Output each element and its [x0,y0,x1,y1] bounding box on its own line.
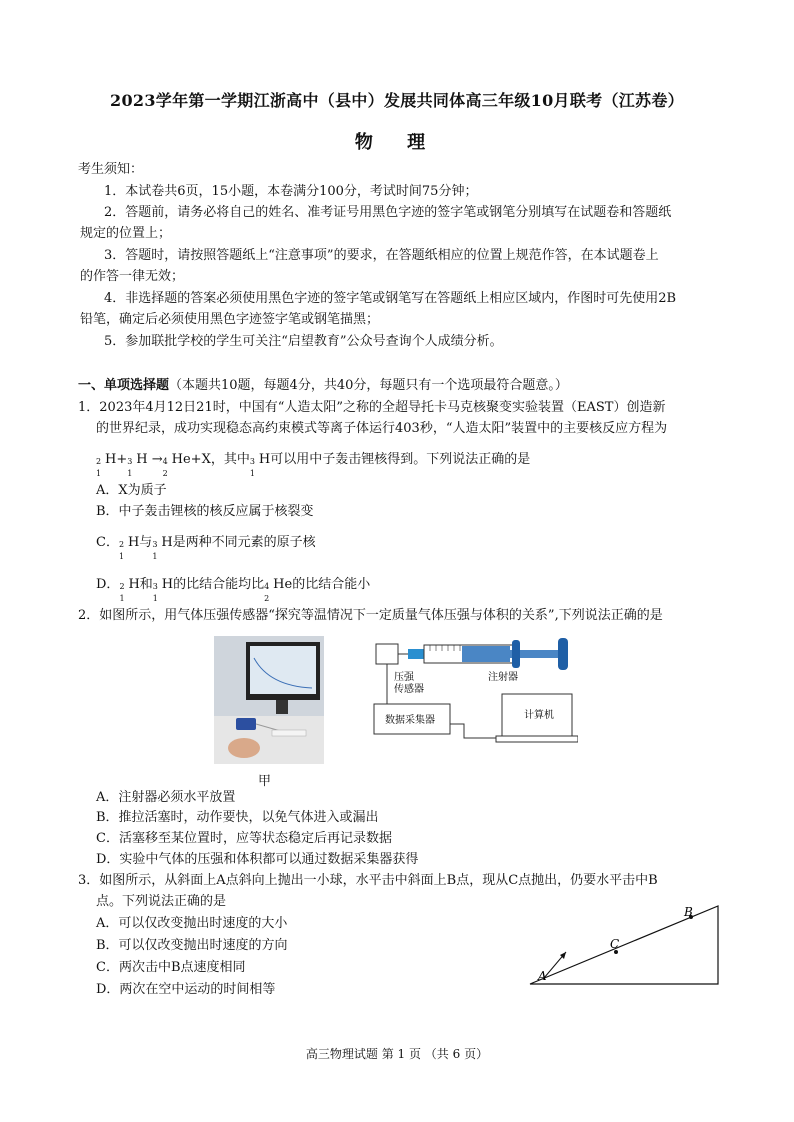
syringe-label: 注射器 [488,672,518,683]
exam-title: 2023学年第一学期江浙高中（县中）发展共同体高三年级10月联考（江苏卷） [110,91,684,110]
figure-caption-jia: 甲 [258,774,272,789]
computer-label: 计算机 [524,710,554,721]
experiment-photo [214,636,324,764]
q3-line1: 3．如图所示，从斜面上A点斜向上抛出一小球，水平击中斜面上B点，现从C点抛出，仍要水平击中B [78,873,658,888]
notice-heading: 考生须知： [78,162,144,177]
q3-option-a: A．可以仅改变抛出时速度的大小 [96,916,288,931]
section-heading [78,376,568,396]
notice-item-1: 1．本试卷共6页，15小题，本卷满分100分，考试时间75分钟； [104,184,478,199]
notice-item-4-cont: 铅笔，确定后必须使用黑色字迹签字笔或钢笔描黑； [80,312,380,327]
sensor-label-2: 传感器 [394,684,424,695]
notice-item-2: 2．答题前，请务必将自己的姓名、准考证号用黑色字迹的签字笔或钢笔分别填写在试题卷和答题纸 [104,205,672,220]
apparatus-diagram [372,636,578,764]
notice-item-3: 3．答题时，请按照答题纸上“注意事项”的要求，在答题纸相应的位置上规范作答，在本试题卷上 [104,248,659,263]
collector-label: 数据采集器 [385,715,435,726]
q2-stem: 2．如图所示，用气体压强传感器“探究等温情况下一定质量气体压强与体积的关系”,下列说法正确的是 [78,608,663,623]
subject-title: 物 理 [354,132,440,153]
q1-equation: 2 1 H+ 3 1 H → 4 2 He+X，其中 3 1 H可以用中子轰击锂核得到。下列说法正确的是 [96,452,531,478]
q1-option-a: A．X为质子 [96,483,167,498]
incline-diagram [526,904,722,990]
q3-option-b: B．可以仅改变抛出时速度的方向 [96,938,288,953]
point-a-label: A [538,969,547,983]
q1-line2: 的世界纪录，成功实现稳态高约束模式等离子体运行403秒，“人造太阳”装置中的主要核反应方程为 [96,421,668,436]
notice-item-2-cont: 规定的位置上； [80,226,172,241]
point-c-label: C [610,937,620,951]
notice-item-3-cont: 的作答一律无效； [80,269,185,284]
q3-option-d: D．两次在空中运动的时间相等 [96,982,276,997]
point-b-label: B [684,905,693,919]
q2-option-b: B．推拉活塞时，动作要快，以免气体进入或漏出 [96,810,379,825]
q2-option-a: A．注射器必须水平放置 [96,790,236,805]
q3-line2: 点。下列说法正确的是 [96,894,227,909]
q3-option-c: C．两次击中B点速度相同 [96,960,246,975]
q1-option-c: C． 2 1 H与 3 1 H是两种不同元素的原子核 [96,535,316,561]
notice-item-5: 5．参加联批学校的学生可关注“启望教育”公众号查询个人成绩分析。 [104,334,503,349]
section-title: 一、单项选择题 [78,378,170,393]
section-desc: （本题共10题，每题4分，共40分，每题只有一个选项最符合题意。） [169,378,568,393]
page-footer: 高三物理试题 第 1 页 （共 6 页） [305,1047,489,1061]
q1-option-d: D． 2 1 H和 3 1 H的比结合能均比 4 2 He的比结合能小 [96,577,371,603]
notice-item-4: 4．非选择题的答案必须使用黑色字迹的签字笔或钢笔写在答题纸上相应区域内，作图时可先使用2B [104,291,677,306]
q2-option-d: D．实验中气体的压强和体积都可以通过数据采集器获得 [96,852,419,867]
q1-option-b: B．中子轰击锂核的核反应属于核裂变 [96,504,314,519]
q2-option-c: C．活塞移至某位置时，应等状态稳定后再记录数据 [96,831,392,846]
sensor-label-1: 压强 [394,672,414,683]
q1-line1: 1．2023年4月12日21时，中国有“人造太阳”之称的全超导托卡马克核聚变实验装置（EAST）创造新 [78,400,666,415]
